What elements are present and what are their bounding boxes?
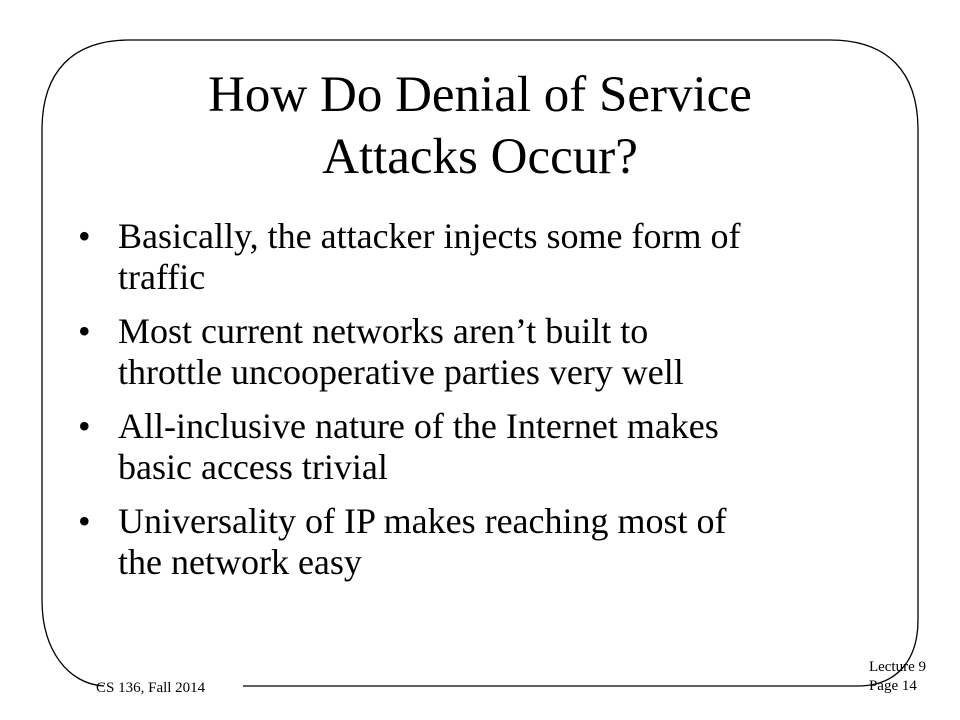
- bullet-dot-icon: •: [78, 406, 91, 446]
- bullet-4-line-2: the network easy: [118, 542, 362, 582]
- bullet-3-line-2: basic access trivial: [118, 447, 388, 487]
- bullet-2-line-1: Most current networks aren’t built to: [118, 311, 649, 351]
- slide-title-line-1: How Do Denial of Service: [208, 67, 752, 123]
- bullet-item-1: [78, 216, 878, 298]
- bullet-dot-icon: •: [78, 311, 91, 351]
- bullet-item-2: [78, 311, 878, 393]
- footer-page-number: Page 14: [868, 678, 917, 694]
- bullet-item-4: [78, 501, 878, 583]
- slide-title-line-2: Attacks Occur?: [322, 129, 638, 185]
- bullet-list: [78, 216, 878, 596]
- footer-course: CS 136, Fall 2014: [96, 680, 206, 696]
- footer-page-info: [869, 658, 926, 696]
- bullet-dot-icon: •: [78, 501, 91, 541]
- bullet-4-line-1: Universality of IP makes reaching most of: [118, 501, 727, 541]
- bullet-3-line-1: All-inclusive nature of the Internet makes: [118, 406, 719, 446]
- bullet-1-line-1: Basically, the attacker injects some form of: [118, 216, 741, 256]
- bullet-2-line-2: throttle uncooperative parties very well: [118, 352, 684, 392]
- footer-lecture: Lecture 9: [868, 659, 926, 675]
- bullet-dot-icon: •: [78, 216, 91, 256]
- bullet-item-3: [78, 406, 878, 488]
- bullet-1-line-2: traffic: [118, 257, 206, 297]
- slide-title: [100, 64, 860, 188]
